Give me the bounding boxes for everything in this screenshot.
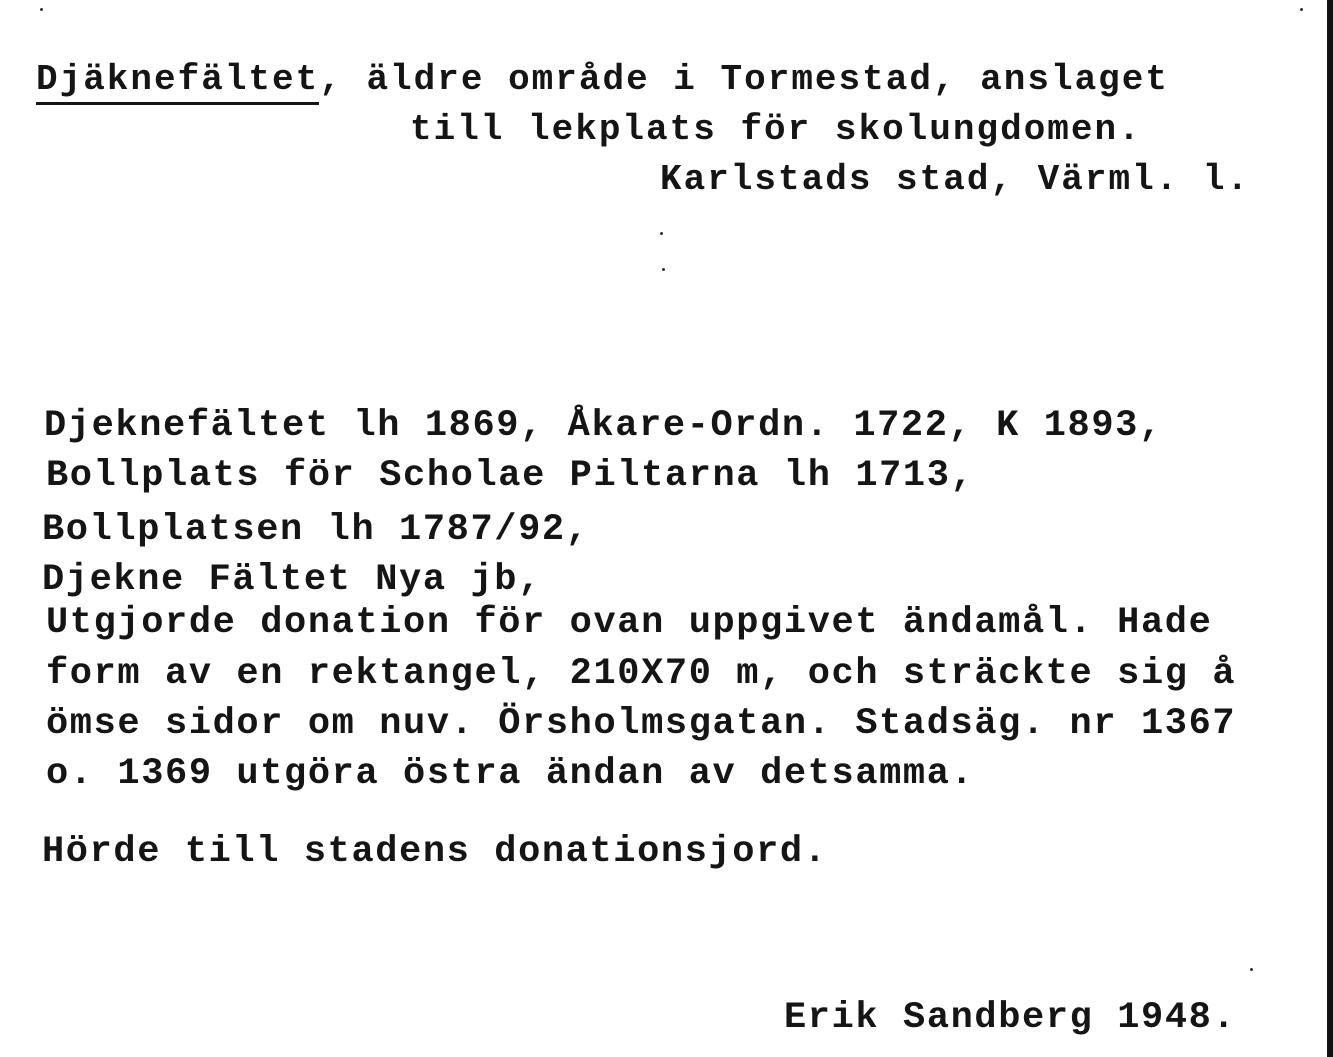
scan-speck bbox=[662, 268, 665, 271]
body-line-8: o. 1369 utgöra östra ändan av detsamma. bbox=[46, 753, 975, 795]
body-line-5: Utgjorde donation för ovan uppgivet ändamål. Hade bbox=[46, 602, 1213, 644]
closing-line: Hörde till stadens donationsjord. bbox=[42, 831, 828, 873]
body-line-2: Bollplats för Scholae Piltarna lh 1713, bbox=[46, 455, 975, 497]
body-line-1: Djeknefältet lh 1869, Åkare-Ordn. 1722, K 1893, bbox=[44, 405, 1163, 447]
scan-speck bbox=[40, 8, 43, 11]
headword: Djäknefältet bbox=[36, 59, 319, 105]
body-line-7: ömse sidor om nuv. Örsholmsgatan. Stadsäg. nr 1367 bbox=[46, 703, 1237, 745]
body-line-3: Bollplatsen lh 1787/92, bbox=[42, 509, 590, 551]
scan-speck bbox=[1300, 8, 1303, 11]
signature: Erik Sandberg 1948. bbox=[784, 997, 1237, 1039]
header-line-1 bbox=[36, 60, 1169, 100]
body-line-6: form av en rektangel, 210X70 m, och sträckte sig å bbox=[46, 653, 1237, 695]
header-line-2: till lekplats för skolungdomen. bbox=[410, 109, 1142, 150]
card-edge bbox=[1327, 0, 1333, 1057]
header-line-1-rest: , äldre område i Tormestad, anslaget bbox=[319, 59, 1169, 100]
body-line-4: Djekne Fältet Nya jb, bbox=[42, 559, 542, 601]
scan-speck bbox=[660, 232, 663, 235]
scan-speck bbox=[1250, 968, 1253, 971]
header-line-3-location: Karlstads stad, Värml. l. bbox=[660, 159, 1251, 200]
